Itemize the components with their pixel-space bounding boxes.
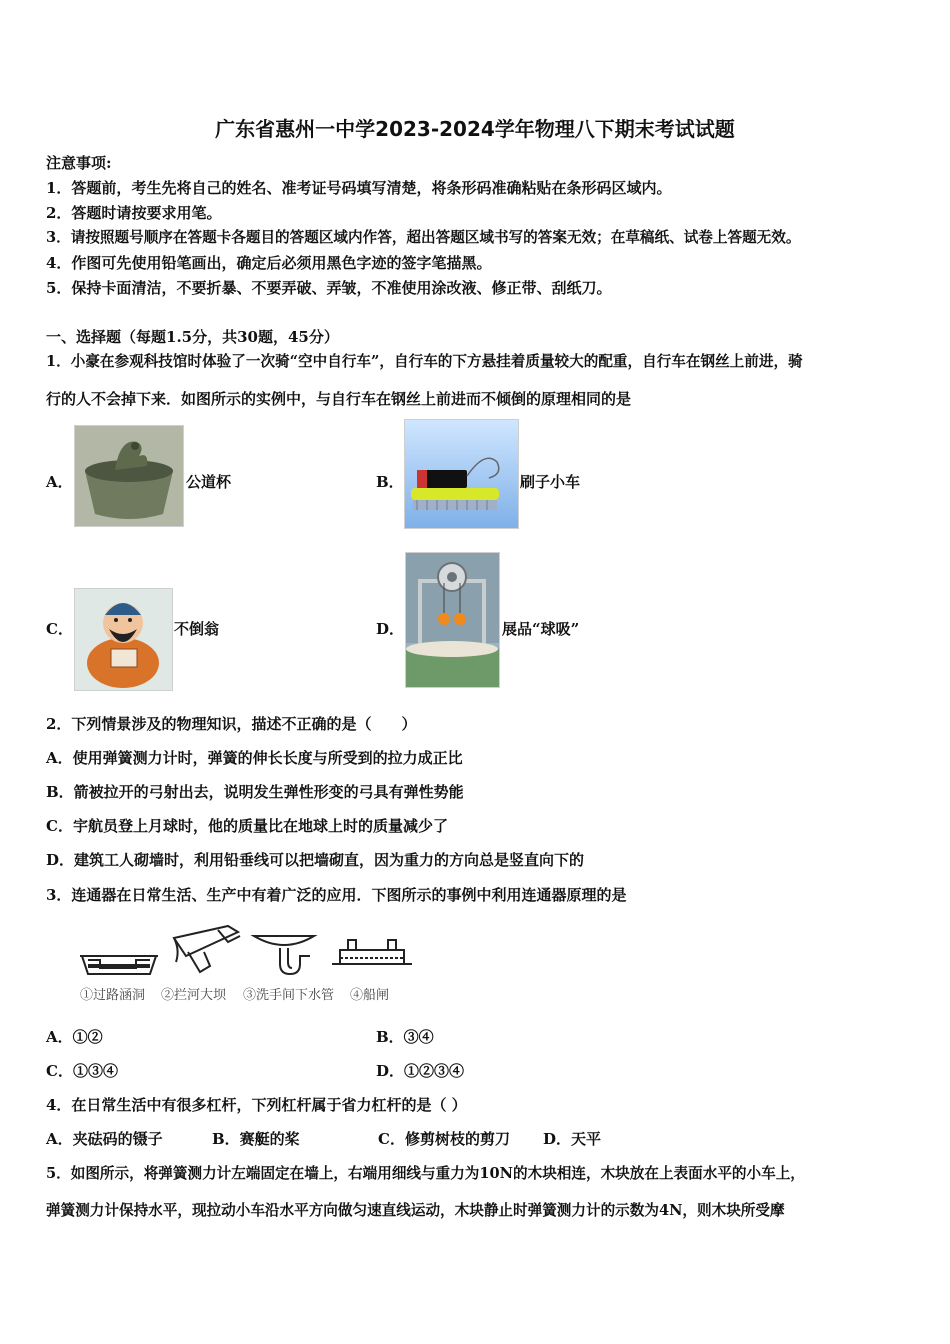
q1-option-d-text: 展品“球吸” bbox=[502, 620, 580, 638]
q1-option-b-label: B． bbox=[376, 473, 404, 491]
section-heading: 一、选择题（每题1.5分，共30题，45分） bbox=[46, 328, 339, 346]
q3-stem: 3．连通器在日常生活、生产中有着广泛的应用．下图所示的事例中利用连通器原理的是 bbox=[46, 886, 627, 904]
brush-car-image bbox=[404, 419, 519, 529]
notice-item-4: 4．作图可先使用铅笔画出，确定后必须用黑色字迹的签字笔描黑。 bbox=[46, 254, 492, 272]
notice-item-2: 2．答题时请按要求用笔。 bbox=[46, 204, 222, 222]
q5-stem-line1: 5．如图所示，将弹簧测力计左端固定在墙上，右端用细线与重力为10N的木块相连，木块放在上表面水平的小车上， bbox=[46, 1165, 805, 1182]
q3-caption-3: ③洗手间下水管 bbox=[243, 988, 335, 1003]
q1-option-b-text: 刷子小车 bbox=[520, 473, 581, 491]
dam-sketch bbox=[174, 926, 240, 972]
q2-option-b: B．箭被拉开的弓射出去，说明发生弹性形变的弓具有弹性势能 bbox=[46, 783, 464, 801]
q3-caption-1: ①过路涵洞 bbox=[80, 988, 146, 1003]
q2-stem: 2．下列情景涉及的物理知识，描述不正确的是（ ） bbox=[46, 715, 417, 733]
q3-option-b: B．③④ bbox=[376, 1028, 434, 1046]
ball-suction-exhibit-image bbox=[405, 552, 500, 688]
q2-option-d: D．建筑工人砌墙时，利用铅垂线可以把墙砌直，因为重力的方向总是竖直向下的 bbox=[46, 851, 585, 869]
q3-option-c: C．①③④ bbox=[46, 1062, 118, 1080]
sink-pipe-sketch bbox=[254, 936, 314, 974]
q4-option-d: D．天平 bbox=[543, 1130, 602, 1148]
q4-option-a: A．夹砝码的镊子 bbox=[46, 1130, 163, 1148]
q5-stem-line2: 弹簧测力计保持水平，现拉动小车沿水平方向做匀速直线运动，木块静止时弹簧测力计的示数为4N，则木块所受摩 bbox=[46, 1202, 785, 1219]
q1-option-a-text: 公道杯 bbox=[186, 473, 232, 491]
q2-option-a: A．使用弹簧测力计时，弹簧的伸长长度与所受到的拉力成正比 bbox=[46, 749, 463, 767]
q3-caption-2: ②拦河大坝 bbox=[161, 988, 227, 1003]
connected-vessels-diagram bbox=[78, 922, 418, 986]
notice-item-5: 5．保持卡面清洁，不要折暴、不要弄破、弄皱，不准使用涂改液、修正带、刮纸刀。 bbox=[46, 279, 612, 297]
q4-option-b: B．赛艇的桨 bbox=[212, 1130, 300, 1148]
q3-caption-4: ④船闸 bbox=[350, 988, 390, 1003]
q1-option-c-text: 不倒翁 bbox=[174, 620, 220, 638]
q1-stem-line2: 行的人不会掉下来．如图所示的实例中，与自行车在钢丝上前进而不倾倒的原理相同的是 bbox=[46, 390, 632, 408]
tumbler-doll-image bbox=[74, 588, 173, 691]
q3-option-a: A．①② bbox=[46, 1028, 103, 1046]
notice-heading: 注意事项: bbox=[46, 154, 112, 172]
q4-option-c: C．修剪树枝的剪刀 bbox=[378, 1130, 510, 1148]
q1-option-c-label: C． bbox=[46, 620, 73, 638]
culvert-sketch bbox=[80, 956, 158, 974]
ship-lock-sketch bbox=[332, 940, 412, 964]
q1-option-a-label: A． bbox=[46, 473, 73, 491]
gongdao-cup-image bbox=[74, 425, 184, 527]
page-title: 广东省惠州一中学2023-2024学年物理八下期末考试试题 bbox=[215, 117, 735, 141]
q1-stem-line1: 1．小豪在参观科技馆时体验了一次骑“空中自行车”，自行车的下方悬挂着质量较大的配重，自行车在钢丝上前进，骑 bbox=[46, 353, 803, 370]
q3-option-d: D．①②③④ bbox=[376, 1062, 465, 1080]
q1-option-d-label: D． bbox=[376, 620, 405, 638]
q2-option-c: C．宇航员登上月球时，他的质量比在地球上时的质量减少了 bbox=[46, 817, 448, 835]
q4-stem: 4．在日常生活中有很多杠杆，下列杠杆属于省力杠杆的是（ ） bbox=[46, 1096, 467, 1114]
notice-item-1: 1．答题前，考生先将自己的姓名、准考证号码填写清楚，将条形码准确粘贴在条形码区域内。 bbox=[46, 179, 672, 197]
notice-item-3: 3．请按照题号顺序在答题卡各题目的答题区域内作答，超出答题区域书写的答案无效；在草稿纸、试卷上答题无效。 bbox=[46, 229, 801, 246]
